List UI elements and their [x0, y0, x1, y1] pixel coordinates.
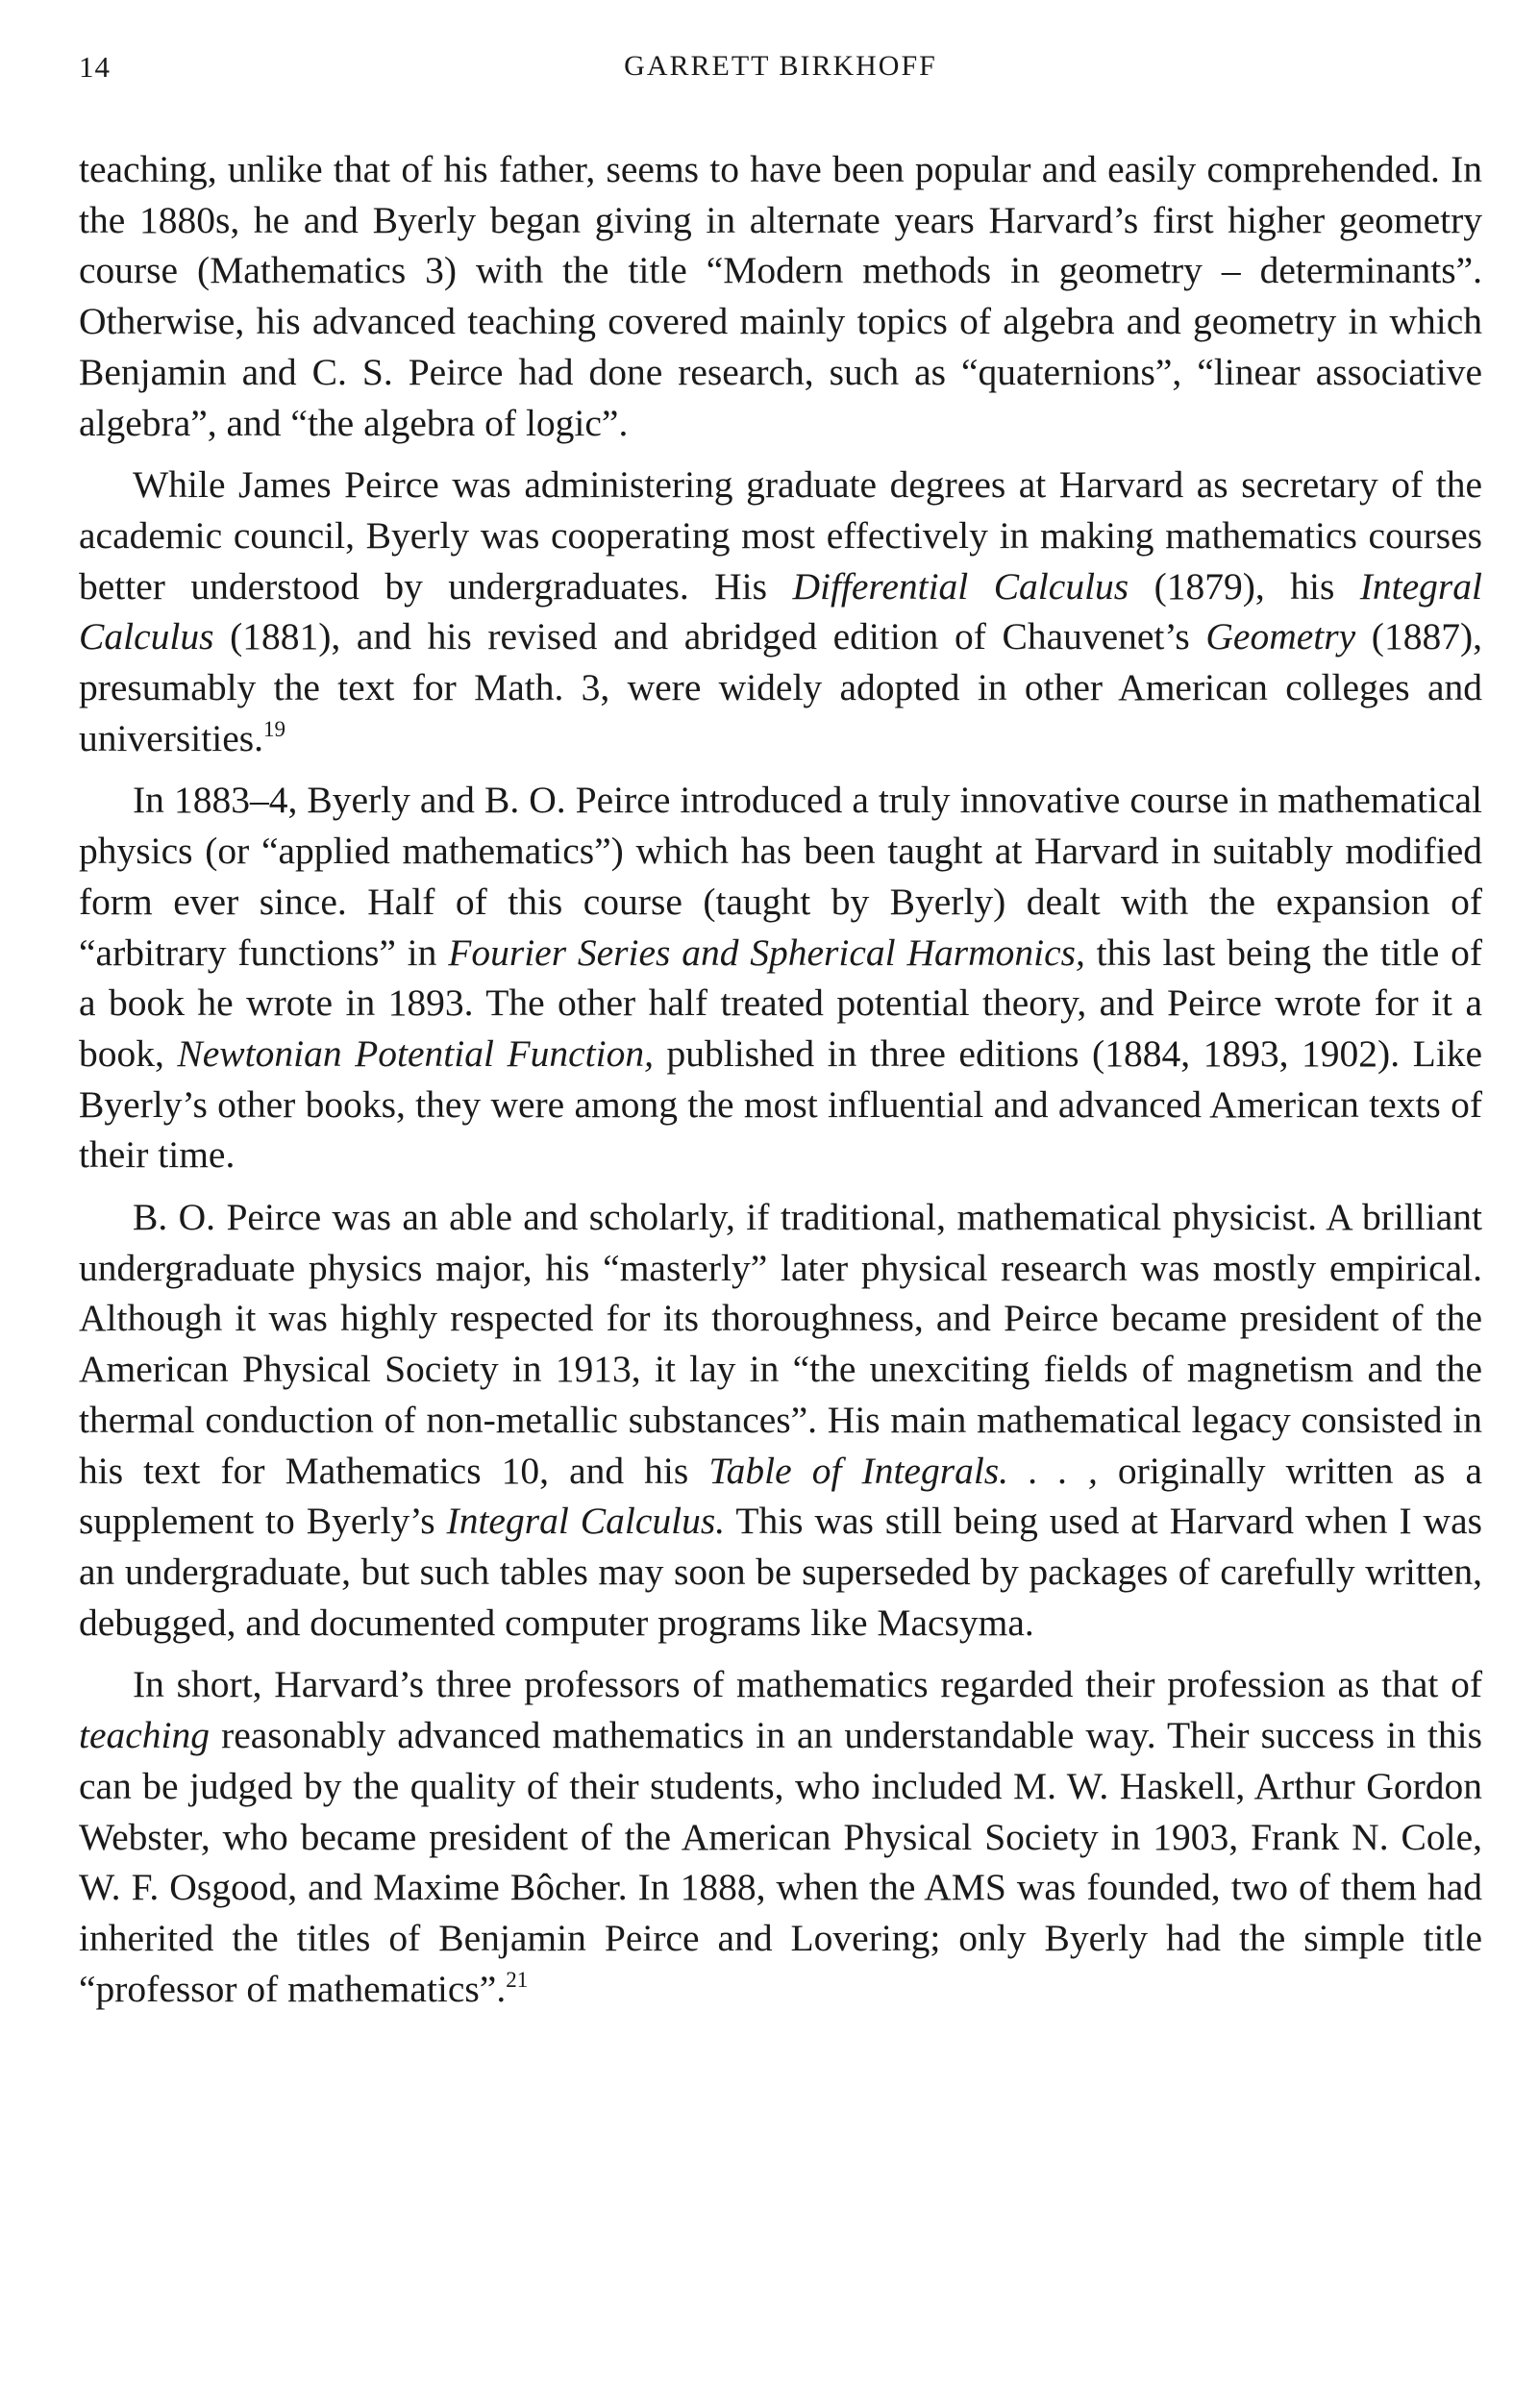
italic-text: Integral Calculus: [79, 564, 1483, 658]
paragraph: [79, 144, 1482, 448]
italic-text: teaching: [79, 1714, 211, 1757]
page-number: 14: [79, 50, 111, 84]
paragraph: [79, 459, 1482, 763]
italic-text: Fourier Series and Spherical Harmonics,: [448, 931, 1085, 974]
text-run: This was still being used at Harvard when I was an undergraduate, but such tables may soon be superseded by packages of carefully written, debugged, and documented computer programs like Macsyma.: [79, 1500, 1482, 1644]
paragraph: [79, 1192, 1482, 1648]
body-text: [79, 144, 1482, 2025]
text-run: originally written as a supplement to Byerly’s: [79, 1449, 1483, 1543]
text-run: (1881), and his revised and abridged edition of Chauvenet’s: [213, 615, 1206, 658]
text-run: In 1883–4, Byerly and B. O. Peirce introduced a truly innovative course in mathematical physics (or “applied mathematics”) which has been taught at Harvard in suitably modified form ever since. Half of this course (taught by Byerly) dealt with the expansion of “arbitrary functions” in: [79, 779, 1482, 974]
italic-text: Newtonian Potential Function,: [177, 1031, 654, 1075]
italic-text: Table of Integrals. . . ,: [708, 1449, 1098, 1492]
footnote-ref: 19: [262, 716, 285, 741]
text-run: (1887), presumably the text for Math. 3, were widely adopted in other American colleges and universities.: [79, 615, 1482, 759]
text-run: In short, Harvard’s three professors of mathematics regarded their profession as that of: [133, 1663, 1482, 1706]
text-run: While James Peirce was administering graduate degrees at Harvard as secretary of the academic council, Byerly was cooperating most effectively in making mathematics courses better understood by undergraduates. His: [79, 463, 1482, 608]
footnote-ref: 21: [506, 1967, 529, 1992]
text-run: published in three editions (1884, 1893, 1902). Like Byerly’s other books, they were among the most influential and advanced American texts of their time.: [79, 1031, 1482, 1177]
italic-text: Differential Calculus: [792, 564, 1129, 608]
page-header: [79, 50, 1482, 98]
text-run: this last being the title of a book he wrote in 1893. The other half treated potential theory, and Peirce wrote for it a book,: [79, 931, 1482, 1075]
italic-text: Geometry: [1205, 615, 1356, 658]
text-run: (1879), his: [1129, 564, 1360, 608]
running-head: GARRETT BIRKHOFF: [624, 50, 937, 82]
text-run: reasonably advanced mathematics in an understandable way. Their success in this can be judged by the quality of their students, who included M. W. Haskell, Arthur Gordon Webster, who became president of the American Physical Society in 1903, Frank N. Cole, W. F. Osgood, and Maxime Bôcher. In 1888, when the AMS was founded, two of them had inherited the titles of Benjamin Peirce and Lovering; only Byerly had the simple title “professor of mathematics”.: [79, 1714, 1482, 2010]
paragraph: [79, 775, 1482, 1180]
text-run: B. O. Peirce was an able and scholarly, if traditional, mathematical physicist. A brilliant undergraduate physics major, his “masterly” later physical research was mostly empirical. Although it was highly respected for its thoroughness, and Peirce became president of the American Physical Society in 1913, it lay in “the unexciting fields of magnetism and the thermal conduction of non-metallic substances”. His main mathematical legacy consisted in his text for Mathematics 10, and his: [79, 1196, 1482, 1492]
text-run: teaching, unlike that of his father, seems to have been popular and easily comprehended. In the 1880s, he and Byerly began giving in alternate years Harvard’s first higher geometry course (Mathematics 3) with the title “Modern methods in geometry – determinants”. Otherwise, his advanced teaching covered mainly topics of algebra and geometry in which Benjamin and C. S. Peirce had done research, such as “quaternions”, “linear associative algebra”, and “the algebra of logic”.: [79, 148, 1482, 444]
paragraph: [79, 1659, 1482, 2014]
italic-text: Integral Calculus.: [446, 1500, 726, 1543]
